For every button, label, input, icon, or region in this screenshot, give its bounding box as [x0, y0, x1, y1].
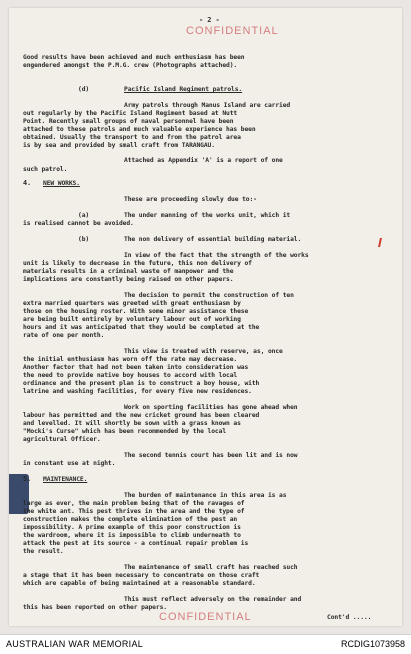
body-line: is by sea and provided by small craft from TARANGAU.	[23, 142, 215, 149]
continued-note: Cont'd .....	[327, 614, 372, 621]
body-line: which are capable of being maintained at a reasonable standard.	[23, 580, 256, 587]
section-heading: Pacific Island Regiment patrols.	[124, 86, 243, 93]
body-line: implications are constantly being raised on other papers.	[23, 276, 234, 283]
body-line: The maintenance of small craft has reached such	[124, 564, 298, 571]
body-line: is realised cannot be avoided.	[23, 220, 134, 227]
item-label: (d)	[78, 86, 90, 93]
body-line: labour has permitted and the new cricket ground has been cleared	[23, 412, 260, 419]
body-line: unit is likely to decrease in the future, this non delivery of	[23, 260, 252, 267]
archive-caption-bar	[0, 634, 411, 654]
body-line: The decision to permit the construction of ten	[124, 292, 294, 299]
body-line: rate of one per month.	[23, 332, 105, 339]
item-label: (b)	[78, 236, 90, 243]
confidential-stamp-bottom: CONFIDENTIAL	[159, 611, 252, 623]
item-label: (a)	[78, 212, 90, 219]
body-line: Another factor that had not been taken into consideration was	[23, 364, 249, 371]
body-line: materials results in a criminal waste of manpower and the	[23, 268, 234, 275]
body-line: construction makes the complete elimination of the pest an	[23, 516, 238, 523]
body-line: those on the housing roster. With some minor assistance these	[23, 308, 249, 315]
body-line: Good results have been achieved and much enthusiasm has been	[23, 54, 245, 61]
body-line: impossibility. A prime example of this poor construction is	[23, 524, 241, 531]
body-line: large as ever, the main problem being that of the ravages of	[23, 500, 245, 507]
body-line: a stage that it has been necessary to concentrate on those craft	[23, 572, 260, 579]
body-line: are being built entirely by voluntary labour out of working	[23, 316, 241, 323]
section-number: 4.	[23, 179, 31, 187]
body-line: Work on sporting facilities has gone ahead when	[124, 404, 298, 411]
body-line: attack the pest at its source - a continual repair problem is	[23, 540, 249, 547]
body-line: The burden of maintenance in this area is as	[124, 492, 287, 499]
confidential-stamp-top: CONFIDENTIAL	[186, 25, 279, 37]
body-line: engendered amongst the P.M.G. crew (Photographs attached).	[23, 62, 238, 69]
body-line: These are proceeding slowly due to:-	[124, 196, 257, 203]
body-line: This must reflect adversely on the remainder and	[124, 596, 302, 603]
body-line: extra married quarters was greeted with great enthusiasm by	[23, 300, 241, 307]
body-line: and levelled. It will shortly be sown with a grass known as	[23, 420, 241, 427]
section-heading: MAINTENANCE.	[43, 476, 88, 483]
body-line: "Mocki's Curse" which has been recommended by the local	[23, 428, 227, 435]
body-line: latrine and washing facilities, for every five new residences.	[23, 388, 252, 395]
red-pen-mark	[378, 238, 382, 247]
body-line: the initial enthusiasm has worn off the rate may decrease.	[23, 356, 238, 363]
body-line: the wardroom, where it is impossible to climb underneath to	[23, 532, 241, 539]
archive-reference: RCDIG1073958	[340, 639, 405, 649]
page-number: - 2 -	[199, 16, 220, 24]
body-line: Point. Recently small groups of naval personnel have been	[23, 118, 234, 125]
body-line: obtained. Usually the transport to and from the patrol area	[23, 134, 241, 141]
body-line: attached to these patrols and much valuable experience has been	[23, 126, 256, 133]
body-line: the white ant. This pest thrives in the area and the type of	[23, 508, 245, 515]
body-line: agricultural Officer.	[23, 436, 101, 443]
body-line: in constant use at night.	[23, 460, 116, 467]
document-page	[9, 8, 402, 626]
body-line: such patrol.	[23, 166, 68, 173]
section-number: 5.	[23, 475, 31, 483]
archive-name: AUSTRALIAN WAR MEMORIAL	[6, 639, 144, 649]
body-line: The under manning of the works unit, which it	[124, 212, 291, 219]
body-line: this has been reported on other papers.	[23, 604, 167, 611]
body-line: Army patrols through Manus Island are carried	[124, 102, 291, 109]
body-line: out regularly by the Pacific Island Regiment based at Nutt	[23, 110, 238, 117]
section-heading: NEW WORKS.	[43, 180, 80, 187]
body-line: the need to provide native boy houses to accord with local	[23, 372, 238, 379]
body-line: Attached as Appendix 'A' is a report of one	[124, 157, 283, 164]
body-line: The non delivery of essential building material.	[124, 236, 302, 243]
body-line: the result.	[23, 548, 64, 555]
body-line: This view is treated with reserve, as, once	[124, 348, 283, 355]
body-line: ordinance and the present plan is to construct a boy house, with	[23, 380, 260, 387]
body-line: In view of the fact that the strength of the works	[124, 252, 309, 259]
body-line: hours and it was anticipated that they would be completed at the	[23, 324, 260, 331]
body-line: The second tennis court has been lit and is now	[124, 452, 298, 459]
